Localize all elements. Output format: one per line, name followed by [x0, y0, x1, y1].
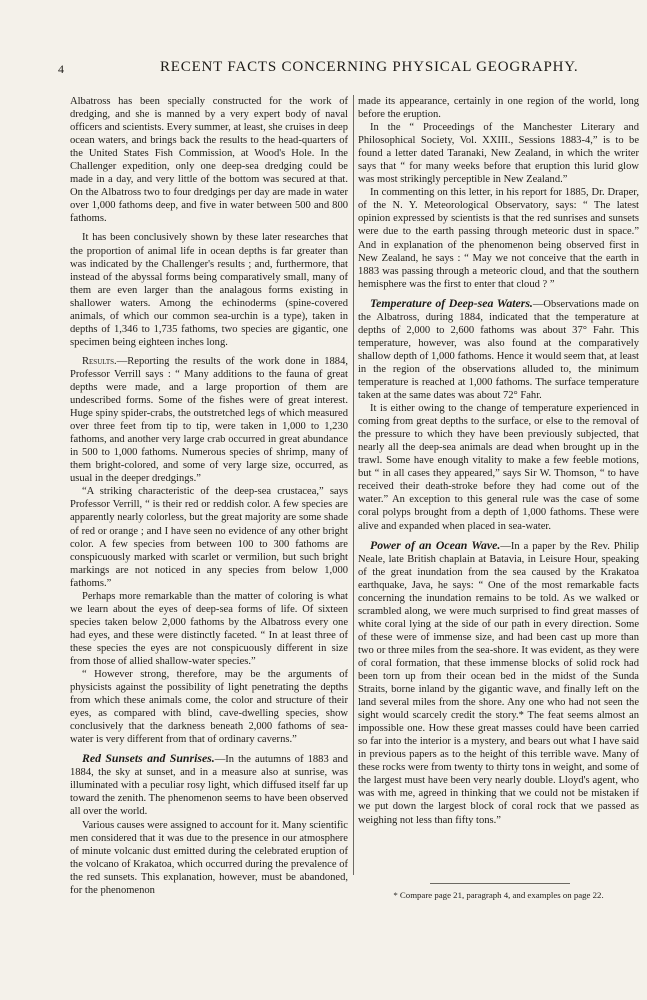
paragraph: It is either owing to the change of temperature experienced in coming from great depths to the surface, or else to the removal of the pressure to which they have been previously subjected, that nearly all the deep-sea animals are dead when brought up in the trawl. Some have enough vitality to make a few feeble motions, but “ in all cases they appeared,” says Sir W. Thomson, “ to have received their death-stroke before they had come out of the water.” An exception to this general rule was the case of some coral polyps brought from a depth of 1,000 fathoms. These were alive and expanded when placed in sea-water. — [358, 403, 639, 532]
paragraph: “ However strong, therefore, may be the arguments of physicists against the possibility of light penetrating the depths from which these animals come, the color and structure of their eyes, as compared with blind, cave-dwelling species, show conclusively that the darkness beneath 2,000 fathoms of sea-water is very different from that of ordinary caverns.” — [70, 669, 348, 746]
running-title: RECENT FACTS CONCERNING PHYSICAL GEOGRAPHY. — [160, 59, 579, 75]
right-column — [358, 95, 639, 827]
paragraph: In commenting on this letter, in his report for 1885, Dr. Draper, of the N. Y. Meteorological Observatory, says: “ The latest opinion expressed by scientists is that the red sunrises and sunsets were due to the earth passing through meteoric dust in space.” And in explanation of the phenomenon being observed first in New Zealand, he says : “ May we not conceive that the earth in 1883 was passing through a meteoric cloud, and that the southern hemisphere was the first to enter that cloud ? ” — [358, 187, 639, 290]
paragraph: made its appearance, certainly in one region of the world, long before the eruption. — [358, 96, 639, 121]
results-label: Results. — [82, 355, 117, 367]
section-text: —In a paper by the Rev. Philip Neale, late British chaplain at Batavia, in Leisure Hour, speaking of the great inundation from the sea caused by the Krakatoa earthquake, Java, he says: “ One of the most remarkable facts concerning the inundation remains to be told. As we walked or scrambled along, we were much surprised to find great masses of white coral lying at the side of our path in every direction. Some of these were of immense size, and had been cast up more than two or three miles from the sea-shore. It was evident, as they were of coral formation, that these immense blocks of solid rock had been torn up from their ocean bed in the midst of the Sunda Straits, borne inland by the gigantic wave, and finally left on the land several miles from the shore. Any one who had not seen the sight would scarcely credit the story.* The feat seems almost an impossible one. How these great masses could have been carried so far into the interior is a mystery, and bears out what I have said in previous papers as to the height of this terrible wave. Many of these rocks were from twenty to thirty tons in weight, and some of the largest must have been very nearly double. Lloyd's agent, who was with me, agreed in thinking that we could not be mistaken if we put down the largest block of coral rock that we passed as weighing not less than fifty tons.” — [358, 540, 639, 826]
footnote: * Compare page 21, paragraph 4, and examples on page 22. — [393, 890, 604, 900]
results-text: —Reporting the results of the work done in 1884, Professor Verrill says : “ Many additions to the fauna of great depths were made, and a large proportion of them are undescribed forms. Some of the fishes were of great interest. Huge spiny spider-crabs, the outstretched legs of which measured over three feet from tip to tip, were taken in 1,000 to 1,230 fathoms, and another very large crab occurred in great abundance in 500 to 1,000 fathoms. Numerous species of shrimp, many of them bright-colored, and some of very large size, occurred, as usual in the deeper dredgings.” — [70, 355, 348, 485]
left-column — [70, 95, 348, 897]
paragraph: In the “ Proceedings of the Manchester Literary and Philosophical Society, Vol. XXIII., Sessions 1883-4,” is to be found a letter dated Taranaki, New Zealand, in which the writer says that “ for many weeks before that eruption this lurid glow was most strikingly perceptible in New Zealand.” — [358, 122, 639, 186]
paragraph: “A striking characteristic of the deep-sea crustacea,” says Professor Verrill, “ is their red or reddish color. A few species are apparently nearly colorless, but the great majority are some shade of red or orange ; and I have seen no evidence of any other bright color. A few species from between 100 to 300 fathoms are conspicuously marked with scarlet or vermilion, but such bright markings are not noticed in any species from below 1,000 fathoms.” — [70, 486, 348, 589]
section-heading: Red Sunsets and Sunrises. — [82, 751, 215, 766]
paragraph: Perhaps more remarkable than the matter of coloring is what we learn about the eyes of deep-sea forms of life. Of sixteen species taken below 2,000 fathoms by the Albatross every one had eyes, and these were distinctly faceted. “ In at least three of these species the eyes are not conspicuously different in size from those of allied shallow-water species.” — [70, 590, 348, 667]
column-divider — [353, 95, 354, 875]
section-heading: Temperature of Deep-sea Waters. — [370, 295, 533, 310]
paragraph-red-sunsets — [70, 752, 348, 818]
paragraph-temperature — [358, 297, 639, 402]
section-heading: Power of an Ocean Wave. — [370, 537, 501, 552]
paragraph: Albatross has been specially constructed for the work of dredging, and she is manned by a very expert body of naval officers and scientists. Every summer, at least, she cruises in deep ocean waters, and brings back the results to the head-quarters of the United States Fish Commission, at Wood's Hole. In the Challenger expedition, only one deep-sea dredging could be made in a day, and very little of the bottom was secured at that. On the Albatross two to four dredgings per day are made in water over 1,000 fathoms deep, and five in water between 500 and 800 fathoms. — [70, 96, 348, 225]
paragraph-ocean-wave — [358, 539, 639, 827]
paragraph: It has been conclusively shown by these later researches that the proportion of animal life in ocean depths is far greater than was indicated by the Challenger's results ; and, furthermore, that instead of the abyssal forms being comparatively small, many of them are even larger than the analagous forms existing in shallower waters. Among the echinoderms (spine-covered animals, of which our common sea-urchin is a type), taken in depths of 1,346 to 1,735 fathoms, two species are gigantic, one specimen being eighteen inches long. — [70, 232, 348, 348]
paragraph: Various causes were assigned to account for it. Many scientific men considered that it was due to the presence in our atmosphere of minute volcanic dust emitted during the celebrated eruption of the volcano of Krakatoa, which occurred during the prevalence of the red sunsets. This explanation, however, must be abandoned, for the phenomenon — [70, 819, 348, 896]
section-text: —In the autumns of 1883 and 1884, the sky at sunset, and in a measure also at sunrise, was illuminated with a peculiar rosy light, which diffused itself far up toward the zenith. The phenomenon seems to have been observed all over the world. — [70, 754, 348, 818]
paragraph-results — [70, 355, 348, 485]
section-text: —Observations made on the Albatross, during 1884, indicated that the temperature at depths of 2,000 to 2,600 fathoms was about 37° Fahr. This temperature, however, was also found at the comparatively shallow depth of 1,000 fathoms. Hence it would seem that, at least in the region of the observations alluded to, the minimum temperature is reached at 1,000 fathoms. The surface temperature taken at the same dates was about 72° Fahr. — [358, 298, 639, 402]
footnote-rule — [430, 883, 570, 884]
page-number: 4 — [58, 62, 64, 76]
